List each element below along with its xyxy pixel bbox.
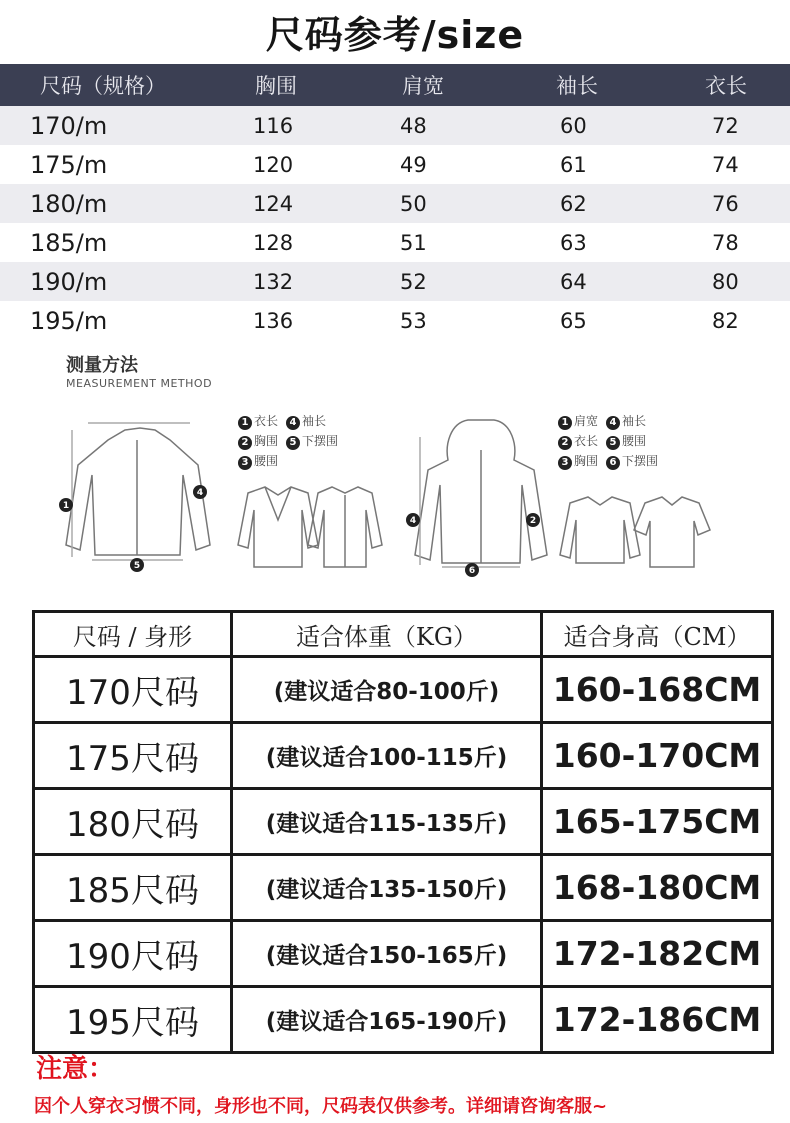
fit-cell-height: 165-175CM	[552, 802, 762, 841]
legend-label: 袖长	[302, 414, 327, 428]
legend-item	[606, 431, 646, 451]
fit-cell-weight: (建议适合115-135斤)	[233, 790, 543, 853]
cell-sleeve: 63	[560, 230, 587, 255]
marker-2-label: 2	[529, 516, 537, 526]
measurement-subtitle: MEASUREMENT METHOD	[66, 377, 213, 390]
legend-label: 衣长	[254, 414, 279, 428]
cell-chest: 128	[253, 230, 294, 255]
cell-sleeve: 61	[560, 152, 587, 177]
size-table-row	[0, 301, 790, 340]
marker-5-label: 5	[133, 561, 141, 571]
cell-length: 72	[712, 113, 739, 138]
legend-number: 1	[558, 416, 572, 430]
cell-size: 195/m	[30, 306, 108, 335]
cell-chest: 136	[253, 308, 294, 333]
size-table-row	[0, 184, 790, 223]
legend-label: 衣长	[574, 434, 599, 448]
header-chest: 胸围	[255, 74, 297, 98]
header-length: 衣长	[705, 74, 747, 98]
legend-item	[606, 451, 658, 471]
legend-number: 4	[606, 416, 620, 430]
fit-table-row	[35, 721, 771, 787]
cell-chest: 132	[253, 269, 294, 294]
legend-label: 下摆围	[622, 454, 659, 468]
fit-cell-weight: (建议适合165-190斤)	[233, 988, 543, 1051]
cell-size: 170/m	[30, 111, 108, 140]
fit-cell-size: 180尺码	[35, 790, 233, 853]
fit-cell-height: 172-186CM	[552, 1000, 762, 1039]
cell-chest: 120	[253, 152, 294, 177]
fit-table-header	[35, 613, 771, 655]
fit-cell-size: 195尺码	[35, 988, 233, 1051]
marker-4-label: 4	[196, 488, 204, 498]
header-sleeve: 袖长	[556, 74, 598, 98]
header-size: 尺码（规格）	[40, 74, 166, 98]
sweater-icon	[560, 497, 640, 563]
size-table-row	[0, 223, 790, 262]
fit-table-row	[35, 787, 771, 853]
legend-item	[558, 451, 598, 471]
fit-table-row	[35, 985, 771, 1051]
fit-table-row	[35, 853, 771, 919]
legend-number: 2	[238, 436, 252, 450]
legend-label: 胸围	[254, 434, 279, 448]
legend-item	[606, 411, 646, 431]
legend-number: 3	[238, 456, 252, 470]
fit-table-row	[35, 919, 771, 985]
tshirt-icon	[634, 497, 710, 567]
cell-length: 80	[712, 269, 739, 294]
fit-cell-height: 172-182CM	[552, 934, 762, 973]
cell-size: 190/m	[30, 267, 108, 296]
note-text: 因个人穿衣习惯不同，身形也不同，尺码表仅供参考。详细请咨询客服~	[34, 1096, 608, 1117]
size-table-header	[0, 64, 790, 106]
cell-shoulder: 49	[400, 152, 427, 177]
legend-number: 4	[286, 416, 300, 430]
blazer-icon	[238, 487, 318, 567]
fit-cell-height: 160-168CM	[552, 670, 762, 709]
legend-number: 1	[238, 416, 252, 430]
fit-cell-weight: (建议适合100-115斤)	[233, 724, 543, 787]
cell-sleeve: 62	[560, 191, 587, 216]
fit-header-height: 适合身高（CM）	[563, 622, 751, 651]
fit-cell-size: 190尺码	[35, 922, 233, 985]
legend-label: 胸围	[574, 454, 599, 468]
cell-sleeve: 65	[560, 308, 587, 333]
fit-cell-weight: (建议适合150-165斤)	[233, 922, 543, 985]
legend-label: 袖长	[622, 414, 647, 428]
cell-length: 76	[712, 191, 739, 216]
marker-6-label: 6	[468, 566, 476, 576]
fit-cell-size: 170尺码	[35, 658, 233, 721]
fit-cell-height: 160-170CM	[552, 736, 762, 775]
marker-4b-label: 4	[409, 516, 417, 526]
fit-header-weight: 适合体重（KG）	[233, 613, 543, 655]
legend-number: 5	[606, 436, 620, 450]
legend-number: 3	[558, 456, 572, 470]
legend-item	[286, 431, 338, 451]
cell-size: 180/m	[30, 189, 108, 218]
legend-item	[558, 411, 598, 431]
legend-number: 5	[286, 436, 300, 450]
fit-header-size: 尺码 / 身形	[35, 613, 233, 655]
fit-cell-size: 185尺码	[35, 856, 233, 919]
cell-shoulder: 53	[400, 308, 427, 333]
legend-item	[238, 431, 278, 451]
size-table	[0, 64, 790, 340]
cell-sleeve: 60	[560, 113, 587, 138]
legend-item	[558, 431, 598, 451]
legend-label: 肩宽	[574, 414, 599, 428]
fit-cell-weight: (建议适合135-150斤)	[233, 856, 543, 919]
marker-1-label: 1	[62, 501, 70, 511]
fit-table-body	[35, 655, 771, 1051]
cell-length: 78	[712, 230, 739, 255]
cell-chest: 124	[253, 191, 294, 216]
cell-size: 185/m	[30, 228, 108, 257]
legend-item	[238, 411, 278, 431]
cell-shoulder: 52	[400, 269, 427, 294]
legend-label: 腰围	[622, 434, 647, 448]
size-table-body	[0, 106, 790, 340]
legend-label: 下摆围	[302, 434, 339, 448]
hoodie-icon	[415, 420, 547, 567]
shirt-icon	[308, 487, 382, 567]
cell-length: 82	[712, 308, 739, 333]
cell-chest: 116	[253, 113, 294, 138]
legend-label: 腰围	[254, 454, 279, 468]
size-table-row	[0, 145, 790, 184]
fit-cell-weight: (建议适合80-100斤)	[233, 658, 543, 721]
cell-size: 175/m	[30, 150, 108, 179]
measurement-title: 测量方法	[66, 355, 138, 376]
page-title: 尺码参考/size	[265, 13, 525, 57]
legend-number: 2	[558, 436, 572, 450]
fit-table-row	[35, 655, 771, 721]
cell-shoulder: 50	[400, 191, 427, 216]
fit-cell-size: 175尺码	[35, 724, 233, 787]
size-table-row	[0, 106, 790, 145]
legend-item	[286, 411, 326, 431]
fit-table	[32, 610, 774, 1054]
legend-number: 6	[606, 456, 620, 470]
header-shoulder: 肩宽	[402, 74, 444, 98]
cell-shoulder: 51	[400, 230, 427, 255]
cell-length: 74	[712, 152, 739, 177]
note-title: 注意：	[36, 1054, 115, 1084]
jacket-diagram-icon	[66, 423, 210, 560]
cell-sleeve: 64	[560, 269, 587, 294]
legend-jacket	[238, 411, 348, 471]
legend-item	[238, 451, 278, 471]
measurement-section	[0, 345, 790, 600]
legend-hoodie	[558, 411, 688, 471]
fit-cell-height: 168-180CM	[552, 868, 762, 907]
size-table-row	[0, 262, 790, 301]
cell-shoulder: 48	[400, 113, 427, 138]
